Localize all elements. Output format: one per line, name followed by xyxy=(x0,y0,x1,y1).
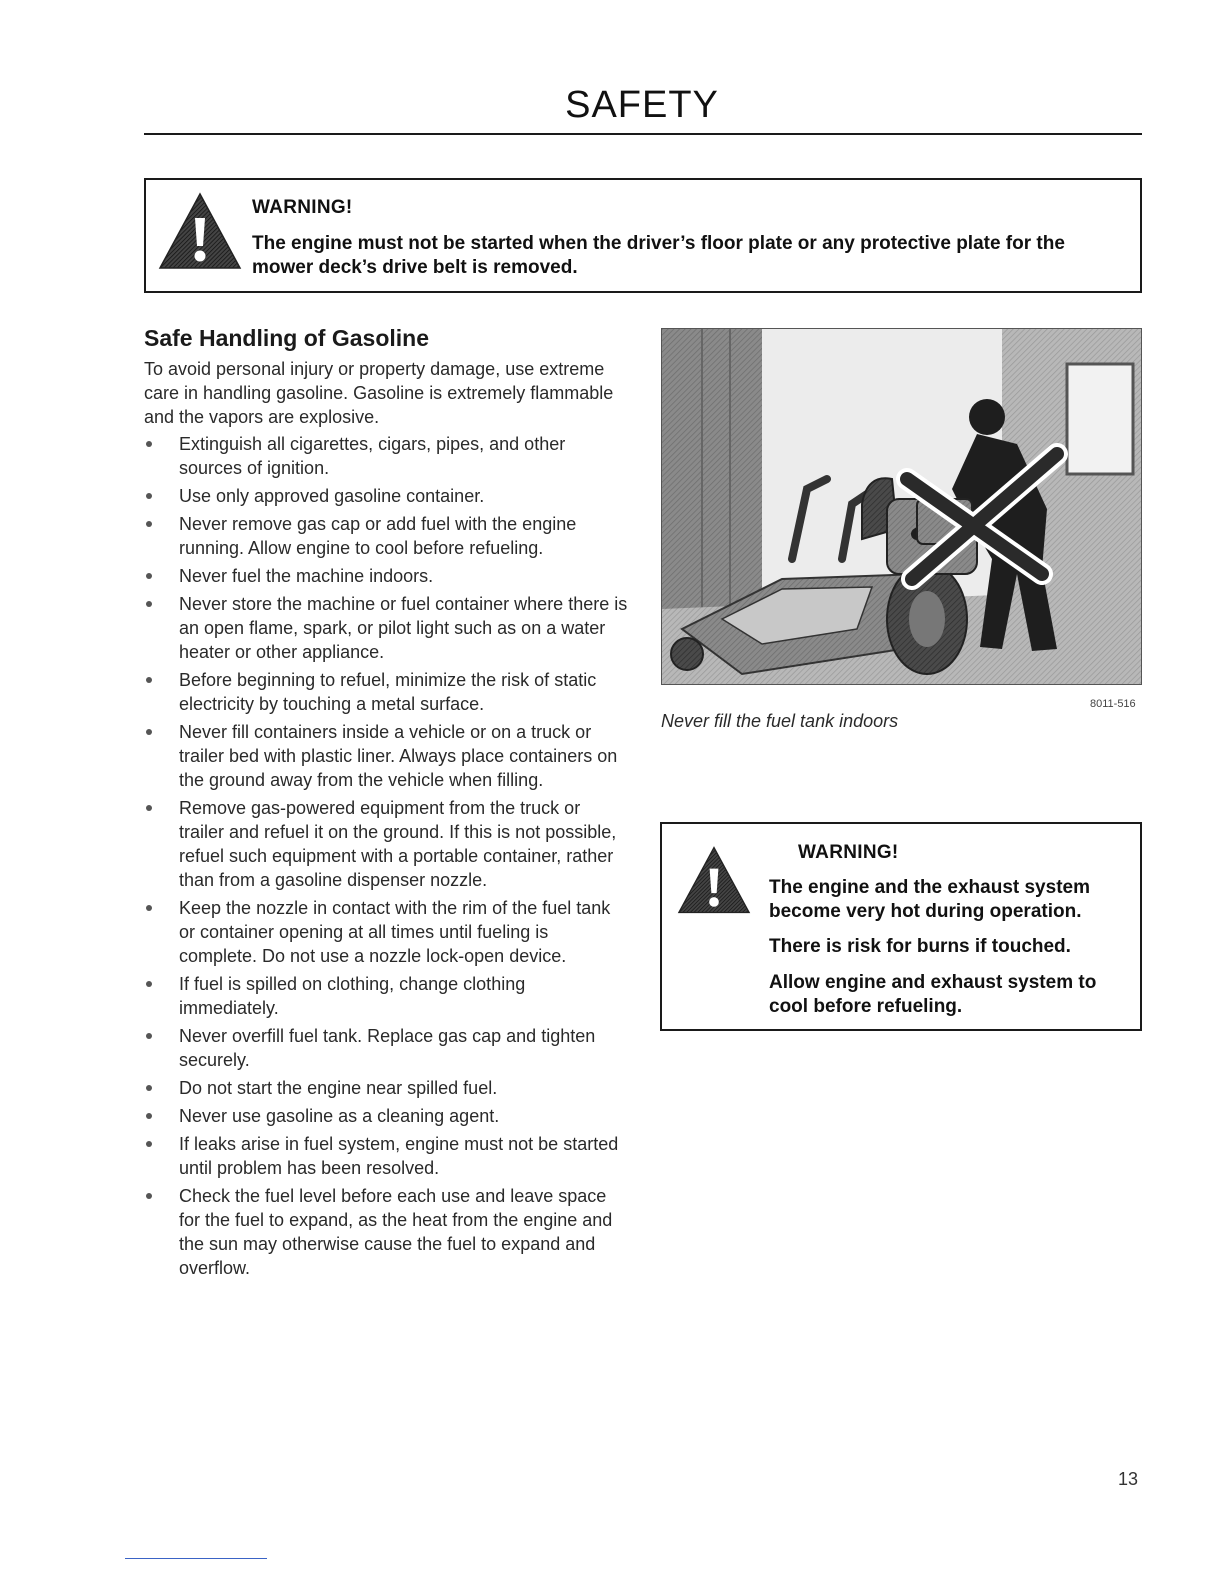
bullet-icon xyxy=(146,1085,152,1091)
list-item: Check the fuel level before each use and leave space for the fuel to expand, as the heat from the engine and the sun may otherwise cause the fuel to expand and overflow. xyxy=(144,1184,629,1280)
warning-triangle-icon xyxy=(157,190,243,272)
list-item: Keep the nozzle in contact with the rim of the fuel tank or container opening at all times until fueling is complete. Do not use a nozzle lock-open device. xyxy=(144,896,629,968)
list-item: Before beginning to refuel, minimize the risk of static electricity by touching a metal surface. xyxy=(144,668,629,716)
list-item: If fuel is spilled on clothing, change clothing immediately. xyxy=(144,972,629,1020)
figure-code: 8011-516 xyxy=(1090,698,1136,710)
warning-box-top xyxy=(144,178,1142,293)
warning-box-right xyxy=(660,822,1142,1031)
list-item: Never remove gas cap or add fuel with the engine running. Allow engine to cool before refueling. xyxy=(144,512,629,560)
list-item: Use only approved gasoline container. xyxy=(144,484,629,508)
bullet-icon xyxy=(146,521,152,527)
bullet-icon xyxy=(146,1141,152,1147)
refuel-indoors-illustration xyxy=(661,328,1142,685)
list-item: Do not start the engine near spilled fuel. xyxy=(144,1076,629,1100)
list-item: Never fuel the machine indoors. xyxy=(144,564,629,588)
list-item: Never store the machine or fuel container where there is an open flame, spark, or pilot light such as on a water heater or other appliance. xyxy=(144,592,629,664)
bullet-icon xyxy=(146,601,152,607)
warning-triangle-icon xyxy=(676,844,752,916)
bullet-icon xyxy=(146,1033,152,1039)
bullet-icon xyxy=(146,493,152,499)
page-number: 13 xyxy=(1118,1469,1139,1489)
bullet-icon xyxy=(146,981,152,987)
bullet-icon xyxy=(146,1193,152,1199)
bullet-icon xyxy=(146,441,152,447)
bullet-icon xyxy=(146,1113,152,1119)
list-item: If leaks arise in fuel system, engine must not be started until problem has been resolved. xyxy=(144,1132,629,1180)
warning-paragraph: There is risk for burns if touched. xyxy=(769,936,1071,957)
safety-bullet-list xyxy=(144,432,629,1284)
warning-text: The engine must not be started when the driver’s floor plate or any protective plate for the mower deck’s drive belt is removed. xyxy=(252,233,1065,278)
bullet-icon xyxy=(146,905,152,911)
section-intro: To avoid personal injury or property damage, use extreme care in handling gasoline. Gasoline is extremely flammable and the vapors are explosive. xyxy=(144,359,614,427)
person-refueling-mower-indoors-crossed-out-icon xyxy=(662,329,1141,684)
figure-caption: Never fill the fuel tank indoors xyxy=(661,711,899,731)
bottom-rule xyxy=(125,1558,267,1559)
section-heading: Safe Handling of Gasoline xyxy=(144,325,429,351)
title-divider xyxy=(144,133,1142,135)
list-item: Never overfill fuel tank. Replace gas cap and tighten securely. xyxy=(144,1024,629,1072)
bullet-icon xyxy=(146,729,152,735)
bullet-icon xyxy=(146,677,152,683)
list-item: Extinguish all cigarettes, cigars, pipes, and other sources of ignition. xyxy=(144,432,629,480)
list-item: Never use gasoline as a cleaning agent. xyxy=(144,1104,629,1128)
list-item: Never fill containers inside a vehicle or on a truck or trailer bed with plastic liner. Always place containers on the ground away from the vehicle when filling. xyxy=(144,720,629,792)
warning-heading: WARNING! xyxy=(252,197,353,218)
bullet-icon xyxy=(146,573,152,579)
bullet-icon xyxy=(146,805,152,811)
warning-paragraph: Allow engine and exhaust system to cool before refueling. xyxy=(769,972,1097,1017)
page-title: SAFETY xyxy=(565,84,719,126)
list-item: Remove gas-powered equipment from the truck or trailer and refuel it on the ground. If this is not possible, refuel such equipment with a portable container, rather than from a gasoline dispenser nozzle. xyxy=(144,796,629,892)
warning-paragraph: The engine and the exhaust system become very hot during operation. xyxy=(769,877,1090,922)
warning-heading: WARNING! xyxy=(798,842,899,863)
